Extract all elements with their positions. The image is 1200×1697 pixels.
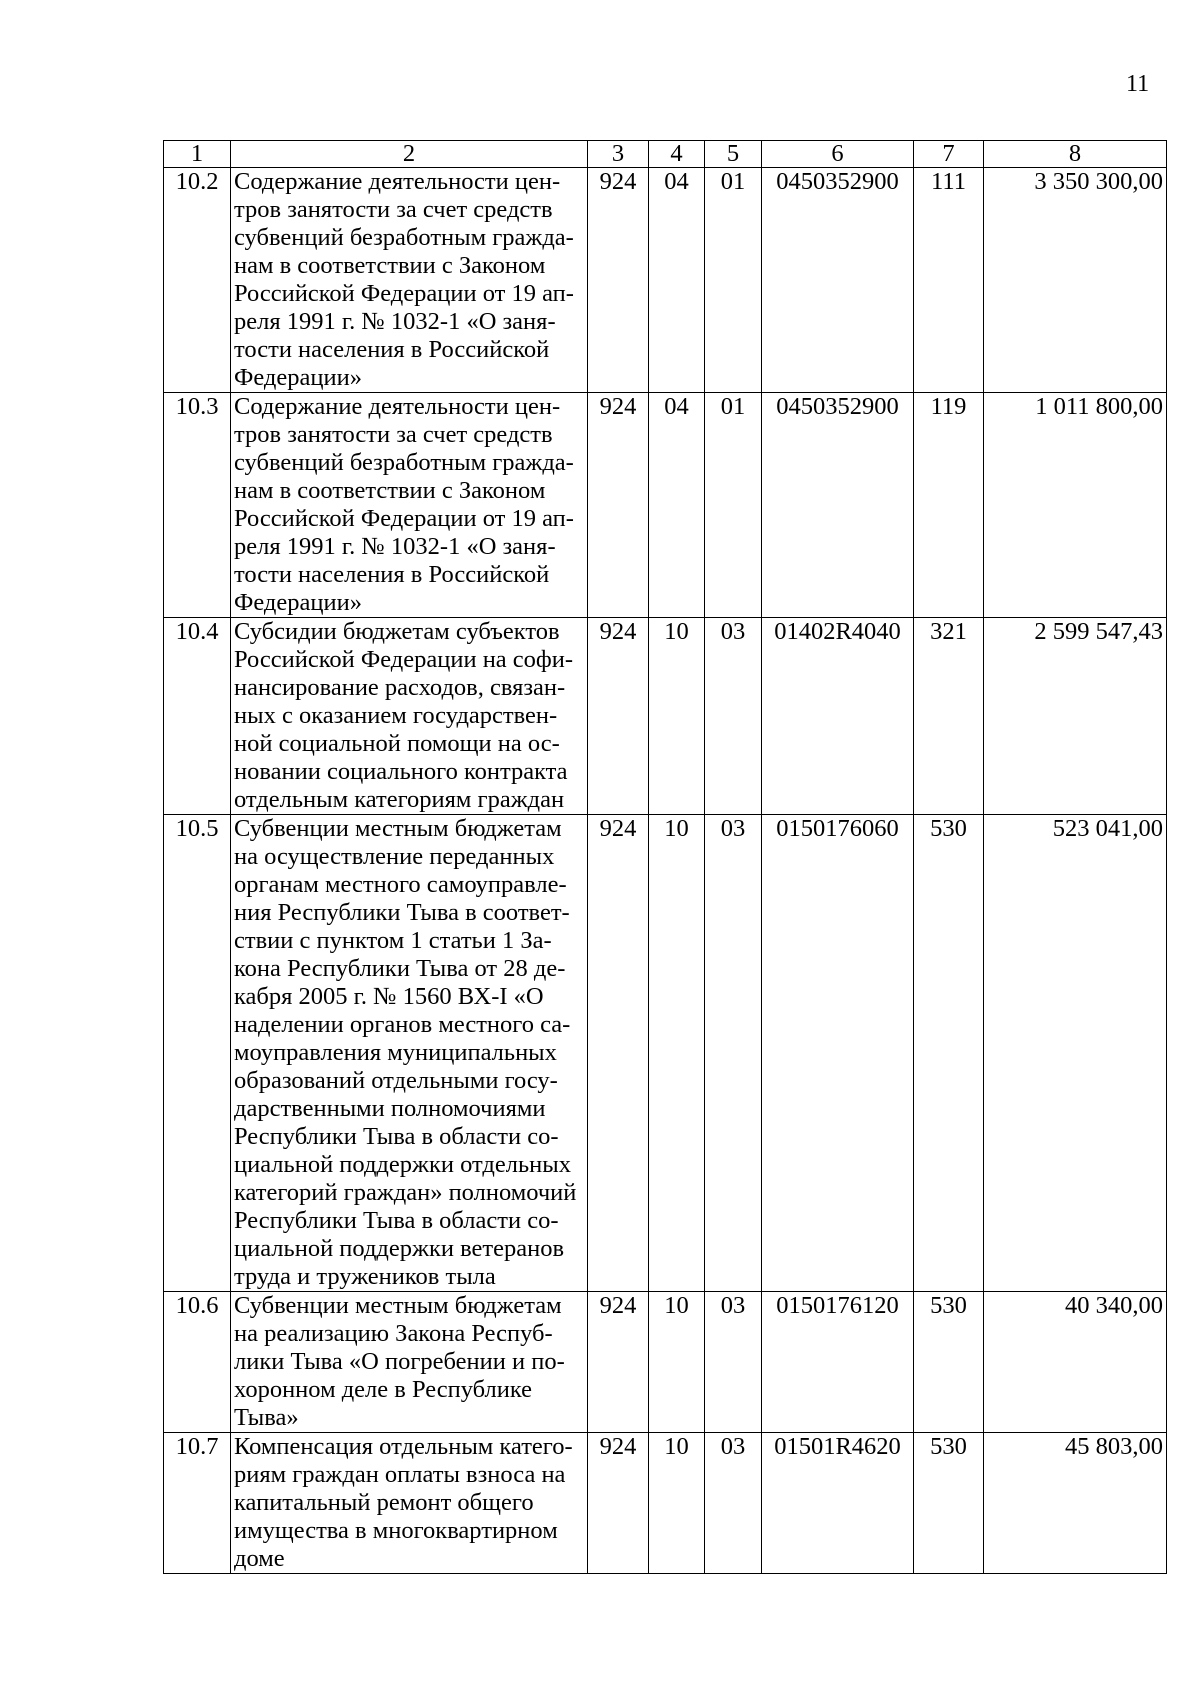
target-article-code: 01501R4620	[762, 1433, 914, 1574]
table-body	[164, 168, 1167, 1574]
description-line: ной социальной помощи на ос-	[234, 730, 560, 757]
row-description	[231, 168, 588, 393]
ministry-code: 924	[588, 1433, 649, 1574]
description-line: Российской Федерации от 19 ап-	[234, 280, 574, 307]
description-line: кона Республики Тыва от 28 де-	[234, 955, 566, 982]
description-line: Субвенции местным бюджетам	[234, 1292, 562, 1319]
description-line: Федерации»	[234, 364, 362, 391]
description-line: нам в соответствии с Законом	[234, 477, 546, 504]
section-code: 04	[649, 168, 705, 393]
page-number: 11	[1126, 71, 1150, 97]
description-line: циальной поддержки отдельных	[234, 1151, 571, 1178]
header-cell: 3	[588, 141, 649, 168]
amount: 1 011 800,00	[984, 393, 1167, 618]
budget-table	[163, 140, 1167, 1574]
description-line: циальной поддержки ветеранов	[234, 1235, 565, 1262]
description-line: тров занятости за счет средств	[234, 421, 553, 448]
description-line: на реализацию Закона Респуб-	[234, 1320, 553, 1347]
amount: 40 340,00	[984, 1292, 1167, 1433]
description-line: Республики Тыва в области со-	[234, 1123, 559, 1150]
description-line: Субвенции местным бюджетам	[234, 815, 562, 842]
description-line: моуправления муниципальных	[234, 1039, 557, 1066]
description-line: имущества в многоквартирном	[234, 1517, 558, 1544]
description-line: наделении органов местного са-	[234, 1011, 571, 1038]
section-code: 10	[649, 1292, 705, 1433]
description-line: труда и тружеников тыла	[234, 1263, 496, 1290]
row-number: 10.3	[164, 393, 231, 618]
row-description	[231, 815, 588, 1292]
description-line: отдельным категориям граждан	[234, 786, 565, 813]
description-line: лики Тыва «О погребении и по-	[234, 1348, 565, 1375]
description-line: Российской Федерации от 19 ап-	[234, 505, 574, 532]
ministry-code: 924	[588, 393, 649, 618]
description-line: риям граждан оплаты взноса на	[234, 1461, 566, 1488]
ministry-code: 924	[588, 168, 649, 393]
table-row	[164, 393, 1167, 618]
row-description	[231, 618, 588, 815]
description-line: реля 1991 г. № 1032-1 «О заня-	[234, 308, 556, 335]
header-cell: 4	[649, 141, 705, 168]
ministry-code: 924	[588, 618, 649, 815]
header-cell: 7	[914, 141, 984, 168]
description-line: Субсидии бюджетам субъектов	[234, 618, 560, 645]
description-line: Федерации»	[234, 589, 362, 616]
target-article-code: 0150176060	[762, 815, 914, 1292]
table-row	[164, 168, 1167, 393]
row-number: 10.4	[164, 618, 231, 815]
description-line: тости населения в Российской	[234, 336, 550, 363]
table-row	[164, 1292, 1167, 1433]
description-line: субвенций безработным гражда-	[234, 449, 574, 476]
description-line: категорий граждан» полномочий	[234, 1179, 577, 1206]
section-code: 10	[649, 1433, 705, 1574]
description-line: Республики Тыва в области со-	[234, 1207, 559, 1234]
section-code: 10	[649, 618, 705, 815]
row-description	[231, 393, 588, 618]
table-row	[164, 1433, 1167, 1574]
subsection-code: 01	[705, 393, 762, 618]
row-number: 10.7	[164, 1433, 231, 1574]
description-line: капитальный ремонт общего	[234, 1489, 534, 1516]
description-line: Содержание деятельности цен-	[234, 168, 561, 195]
subsection-code: 03	[705, 815, 762, 1292]
description-line: ния Республики Тыва в соответ-	[234, 899, 570, 926]
section-code: 10	[649, 815, 705, 1292]
expense-type-code: 530	[914, 1292, 984, 1433]
target-article-code: 01402R4040	[762, 618, 914, 815]
expense-type-code: 111	[914, 168, 984, 393]
ministry-code: 924	[588, 815, 649, 1292]
description-line: Тыва»	[234, 1404, 299, 1431]
target-article-code: 0450352900	[762, 393, 914, 618]
description-line: Содержание деятельности цен-	[234, 393, 561, 420]
amount: 2 599 547,43	[984, 618, 1167, 815]
header-row	[164, 141, 1167, 168]
section-code: 04	[649, 393, 705, 618]
description-line: субвенций безработным гражда-	[234, 224, 574, 251]
row-description	[231, 1292, 588, 1433]
amount: 45 803,00	[984, 1433, 1167, 1574]
target-article-code: 0450352900	[762, 168, 914, 393]
expense-type-code: 530	[914, 815, 984, 1292]
header-cell: 1	[164, 141, 231, 168]
subsection-code: 03	[705, 1433, 762, 1574]
expense-type-code: 119	[914, 393, 984, 618]
description-line: доме	[234, 1545, 285, 1572]
description-line: нам в соответствии с Законом	[234, 252, 546, 279]
subsection-code: 01	[705, 168, 762, 393]
description-line: нансирование расходов, связан-	[234, 674, 566, 701]
row-number: 10.2	[164, 168, 231, 393]
row-number: 10.5	[164, 815, 231, 1292]
expense-type-code: 321	[914, 618, 984, 815]
description-line: хоронном деле в Республике	[234, 1376, 533, 1403]
target-article-code: 0150176120	[762, 1292, 914, 1433]
row-description	[231, 1433, 588, 1574]
description-line: тров занятости за счет средств	[234, 196, 553, 223]
description-line: Российской Федерации на софи-	[234, 646, 574, 673]
table-row	[164, 815, 1167, 1292]
description-line: реля 1991 г. № 1032-1 «О заня-	[234, 533, 556, 560]
row-number: 10.6	[164, 1292, 231, 1433]
subsection-code: 03	[705, 618, 762, 815]
description-line: ствии с пунктом 1 статьи 1 За-	[234, 927, 552, 954]
amount: 3 350 300,00	[984, 168, 1167, 393]
description-line: ных с оказанием государствен-	[234, 702, 558, 729]
expense-type-code: 530	[914, 1433, 984, 1574]
subsection-code: 03	[705, 1292, 762, 1433]
ministry-code: 924	[588, 1292, 649, 1433]
description-line: на осуществление переданных	[234, 843, 555, 870]
description-line: новании социального контракта	[234, 758, 568, 785]
amount: 523 041,00	[984, 815, 1167, 1292]
header-cell: 8	[984, 141, 1167, 168]
header-cell: 6	[762, 141, 914, 168]
description-line: органам местного самоуправле-	[234, 871, 567, 898]
description-line: тости населения в Российской	[234, 561, 550, 588]
description-line: образований отдельными госу-	[234, 1067, 558, 1094]
header-cell: 2	[231, 141, 588, 168]
description-line: кабря 2005 г. № 1560 ВХ-I «О	[234, 983, 544, 1010]
table-row	[164, 618, 1167, 815]
description-line: Компенсация отдельным катего-	[234, 1433, 573, 1460]
header-cell: 5	[705, 141, 762, 168]
description-line: дарственными полномочиями	[234, 1095, 546, 1122]
